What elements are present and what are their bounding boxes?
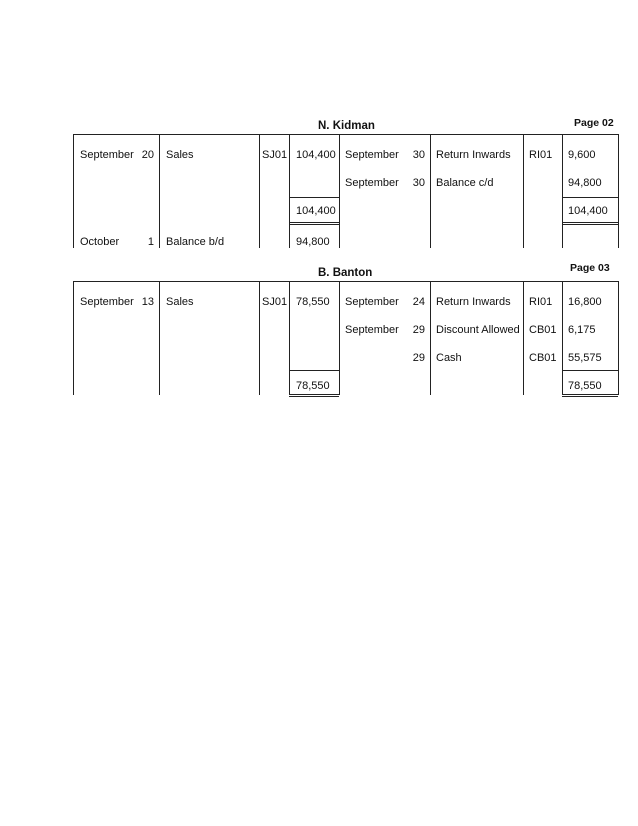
ledger-top-rule — [73, 281, 618, 282]
debit-day: 1 — [147, 236, 154, 248]
debit-amount: 104,400 — [296, 149, 336, 161]
column-rule — [523, 281, 524, 395]
page-number: Page 03 — [570, 262, 610, 274]
column-rule — [430, 281, 431, 395]
debit-day: 20 — [141, 149, 154, 161]
column-rule — [159, 281, 160, 395]
center-rule — [339, 134, 340, 248]
credit-folio: RI01 — [529, 149, 553, 161]
total-double-rule — [289, 394, 339, 395]
credit-day: 30 — [412, 177, 425, 189]
credit-total: 104,400 — [568, 205, 608, 217]
page-number: Page 02 — [574, 117, 614, 129]
debit-total: 104,400 — [296, 205, 336, 217]
column-rule — [73, 134, 74, 248]
credit-description: Return Inwards — [436, 149, 511, 161]
debit-amount: 94,800 — [296, 236, 330, 248]
total-rule — [289, 197, 339, 198]
column-rule — [259, 281, 260, 395]
credit-day: 30 — [412, 149, 425, 161]
debit-description: Sales — [166, 149, 194, 161]
debit-folio: SJ01 — [262, 296, 288, 308]
debit-month: September — [80, 296, 134, 308]
credit-day: 24 — [412, 296, 425, 308]
credit-month: September — [345, 149, 399, 161]
account-title: N. Kidman — [318, 120, 375, 132]
credit-amount: 94,800 — [568, 177, 602, 189]
account-title: B. Banton — [318, 267, 373, 279]
column-rule — [73, 281, 74, 395]
column-rule — [562, 134, 563, 248]
column-rule — [289, 134, 290, 248]
total-double-rule — [562, 222, 618, 223]
credit-day: 29 — [412, 352, 425, 364]
credit-folio: CB01 — [529, 352, 557, 364]
column-rule — [289, 281, 290, 395]
column-rule — [159, 134, 160, 248]
credit-month: September — [345, 177, 399, 189]
debit-total: 78,550 — [296, 380, 330, 392]
debit-month: September — [80, 149, 134, 161]
column-rule — [562, 281, 563, 395]
ledger-top-rule — [73, 134, 618, 135]
credit-description: Return Inwards — [436, 296, 511, 308]
credit-folio: CB01 — [529, 324, 557, 336]
column-rule — [523, 134, 524, 248]
debit-description: Sales — [166, 296, 194, 308]
debit-description: Balance b/d — [166, 236, 225, 248]
column-rule — [618, 134, 619, 248]
debit-folio: SJ01 — [262, 149, 288, 161]
credit-month: September — [345, 296, 399, 308]
debit-amount: 78,550 — [296, 296, 330, 308]
credit-amount: 9,600 — [568, 149, 596, 161]
credit-amount: 16,800 — [568, 296, 602, 308]
total-double-rule — [562, 224, 618, 225]
credit-total: 78,550 — [568, 380, 602, 392]
credit-amount: 55,575 — [568, 352, 602, 364]
credit-folio: RI01 — [529, 296, 553, 308]
credit-description: Discount Allowed — [436, 324, 520, 336]
total-rule — [289, 370, 339, 371]
total-rule — [562, 197, 618, 198]
credit-amount: 6,175 — [568, 324, 596, 336]
credit-day: 29 — [412, 324, 425, 336]
center-rule — [339, 281, 340, 395]
credit-month: September — [345, 324, 399, 336]
total-double-rule — [562, 394, 618, 395]
total-double-rule — [562, 396, 618, 397]
credit-description: Balance c/d — [436, 177, 494, 189]
debit-day: 13 — [141, 296, 154, 308]
credit-description: Cash — [436, 352, 462, 364]
column-rule — [259, 134, 260, 248]
column-rule — [618, 281, 619, 395]
total-double-rule — [289, 224, 339, 225]
total-double-rule — [289, 222, 339, 223]
debit-month: October — [80, 236, 120, 248]
total-double-rule — [289, 396, 339, 397]
total-rule — [562, 370, 618, 371]
column-rule — [430, 134, 431, 248]
